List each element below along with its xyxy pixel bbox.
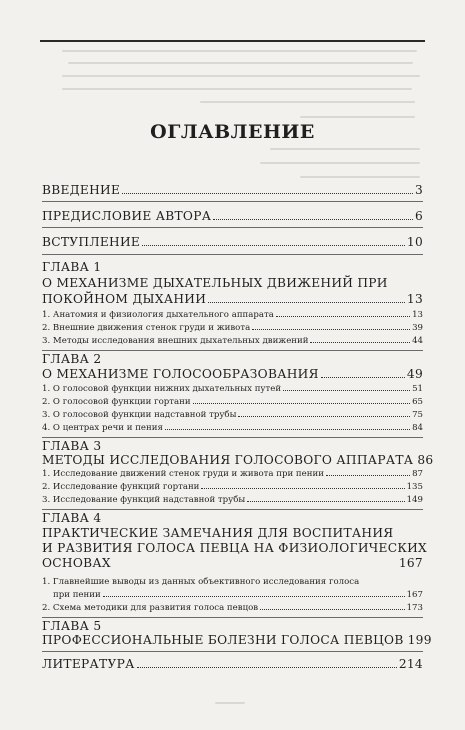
section-page-number: 51 (412, 384, 423, 394)
chapter-title-line: ОСНОВАХ (42, 556, 111, 570)
toc-section-entry[interactable] (42, 336, 423, 346)
toc-section-entry[interactable] (42, 482, 423, 492)
dot-leader (165, 429, 410, 430)
toc-entry-chapter-1[interactable] (42, 292, 423, 306)
section-label: 3. О голосовой функции надставной трубы (42, 410, 237, 420)
toc-section-entry[interactable] (42, 603, 423, 613)
chapter-heading: ГЛАВА 3 (42, 439, 102, 453)
section-label: 3. Методы исследования внешних дыхательных движений (42, 336, 309, 346)
chapter-heading: ГЛАВА 5 (42, 619, 102, 633)
entry-page-number: 86 (417, 453, 434, 467)
chapter-title-line: МЕТОДЫ ИССЛЕДОВАНИЯ ГОЛОСОВОГО АППАРАТА (42, 453, 414, 467)
bleed-through-line (215, 702, 245, 704)
dot-leader (276, 316, 410, 317)
separator-line (42, 617, 423, 618)
separator-line (42, 437, 423, 438)
toc-section-entry[interactable] (42, 384, 423, 394)
dot-leader (201, 488, 404, 489)
bleed-through-line (200, 101, 415, 103)
bleed-through-line (62, 75, 420, 77)
separator-line (42, 509, 423, 510)
toc-section-entry[interactable] (42, 410, 423, 420)
toc-entry-chapter-5[interactable] (42, 633, 432, 647)
section-page-number: 39 (412, 323, 423, 333)
separator-line (42, 651, 423, 652)
dot-leader (252, 329, 410, 330)
toc-entry-opening[interactable] (42, 235, 423, 249)
toc-section-entry[interactable] (42, 590, 423, 600)
section-page-number: 65 (412, 397, 423, 407)
section-label-line: 1. Главнейшие выводы из данных объективного исследования голоса (42, 577, 360, 587)
entry-label: ВСТУПЛЕНИЕ (42, 235, 141, 249)
section-label-line: при пении (53, 590, 101, 600)
toc-section-entry[interactable] (42, 423, 423, 433)
toc-entry-chapter-3[interactable] (42, 453, 434, 467)
section-label: 1. О голосовой функции нижних дыхательных путей (42, 384, 282, 394)
toc-entry-literature[interactable] (42, 657, 423, 671)
entry-page-number: 10 (406, 235, 423, 249)
bleed-through-line (270, 148, 420, 150)
toc-entry-chapter-2[interactable] (42, 367, 423, 381)
dot-leader (283, 390, 410, 391)
bleed-through-line (300, 176, 420, 178)
separator-line (42, 350, 423, 351)
dot-leader (208, 302, 405, 303)
entry-page-number: 199 (407, 633, 432, 647)
separator-line (42, 227, 423, 228)
entry-label: ЛИТЕРАТУРА (42, 657, 135, 671)
bleed-through-line (260, 162, 420, 164)
toc-section-entry[interactable] (42, 310, 423, 320)
toc-entry-intro[interactable] (42, 183, 423, 197)
toc-entry-preface[interactable] (42, 209, 423, 223)
dot-leader (213, 219, 413, 220)
section-label: 2. Схема методики для развития голоса певцов (42, 603, 259, 613)
separator-line (42, 201, 423, 202)
chapter-title-line: ПРОФЕССИОНАЛЬНЫЕ БОЛЕЗНИ ГОЛОСА ПЕВЦОВ (42, 633, 404, 647)
section-label: 2. Исследование функций гортани (42, 482, 200, 492)
section-label: 1. Исследование движений стенок груди и живота при пении (42, 469, 324, 479)
section-page-number: 13 (412, 310, 423, 320)
section-label: 1. Анатомия и физиология дыхательного аппарата (42, 310, 274, 320)
dot-leader (142, 245, 405, 246)
entry-label: ПРЕДИСЛОВИЕ АВТОРА (42, 209, 212, 223)
entry-page-number: 13 (406, 292, 423, 306)
chapter-title-line: О МЕХАНИЗМЕ ГОЛОСООБРАЗОВАНИЯ (42, 367, 319, 381)
section-label: 4. О центрах речи и пения (42, 423, 163, 433)
chapter-title-line: И РАЗВИТИЯ ГОЛОСА ПЕВЦА НА ФИЗИОЛОГИЧЕСКИХ (42, 541, 427, 555)
section-page-number: 167 (406, 590, 423, 600)
bleed-through-line (62, 88, 412, 90)
bleed-through-line (300, 116, 415, 118)
dot-leader (238, 416, 410, 417)
section-page-number: 173 (406, 603, 423, 613)
entry-page-number: 3 (414, 183, 423, 197)
section-label: 3. Исследование функций надставной трубы (42, 495, 246, 505)
chapter-heading: ГЛАВА 1 (42, 260, 102, 274)
entry-page-number: 214 (398, 657, 423, 671)
section-page-number: 44 (412, 336, 423, 346)
dot-leader (122, 193, 413, 194)
top-rule (40, 40, 425, 42)
section-page-number: 84 (412, 423, 423, 433)
bleed-through-line (62, 50, 417, 52)
dot-leader (103, 596, 405, 597)
section-page-number: 149 (406, 495, 423, 505)
dot-leader (137, 667, 397, 668)
dot-leader (326, 475, 410, 476)
entry-page-number: 6 (414, 209, 423, 223)
section-label: 2. О голосовой функции гортани (42, 397, 191, 407)
toc-entry-chapter-4[interactable] (42, 556, 423, 570)
chapter-heading: ГЛАВА 4 (42, 511, 102, 525)
section-page-number: 87 (412, 469, 423, 479)
chapter-title-line: О МЕХАНИЗМЕ ДЫХАТЕЛЬНЫХ ДВИЖЕНИЙ ПРИ (42, 276, 388, 290)
toc-section-entry[interactable] (42, 323, 423, 333)
toc-section-entry[interactable] (42, 397, 423, 407)
chapter-heading: ГЛАВА 2 (42, 352, 102, 366)
section-page-number: 75 (412, 410, 423, 420)
chapter-title-line: ПРАКТИЧЕСКИЕ ЗАМЕЧАНИЯ ДЛЯ ВОСПИТАНИЯ (42, 526, 394, 540)
page-title: ОГЛАВЛЕНИЕ (150, 121, 315, 143)
entry-page-number: 167 (398, 556, 423, 570)
dot-leader (193, 403, 410, 404)
toc-section-entry[interactable] (42, 469, 423, 479)
section-label: 2. Внешние движения стенок груди и живота (42, 323, 251, 333)
entry-page-number: 49 (406, 367, 423, 381)
entry-label: ВВЕДЕНИЕ (42, 183, 121, 197)
separator-line (42, 254, 423, 255)
dot-leader (310, 342, 410, 343)
toc-section-entry[interactable] (42, 495, 423, 505)
bleed-through-line (68, 62, 413, 64)
dot-leader (321, 377, 405, 378)
section-page-number: 135 (406, 482, 423, 492)
dot-leader (247, 501, 404, 502)
dot-leader (260, 609, 404, 610)
chapter-title-line: ПОКОЙНОМ ДЫХАНИИ (42, 292, 207, 306)
